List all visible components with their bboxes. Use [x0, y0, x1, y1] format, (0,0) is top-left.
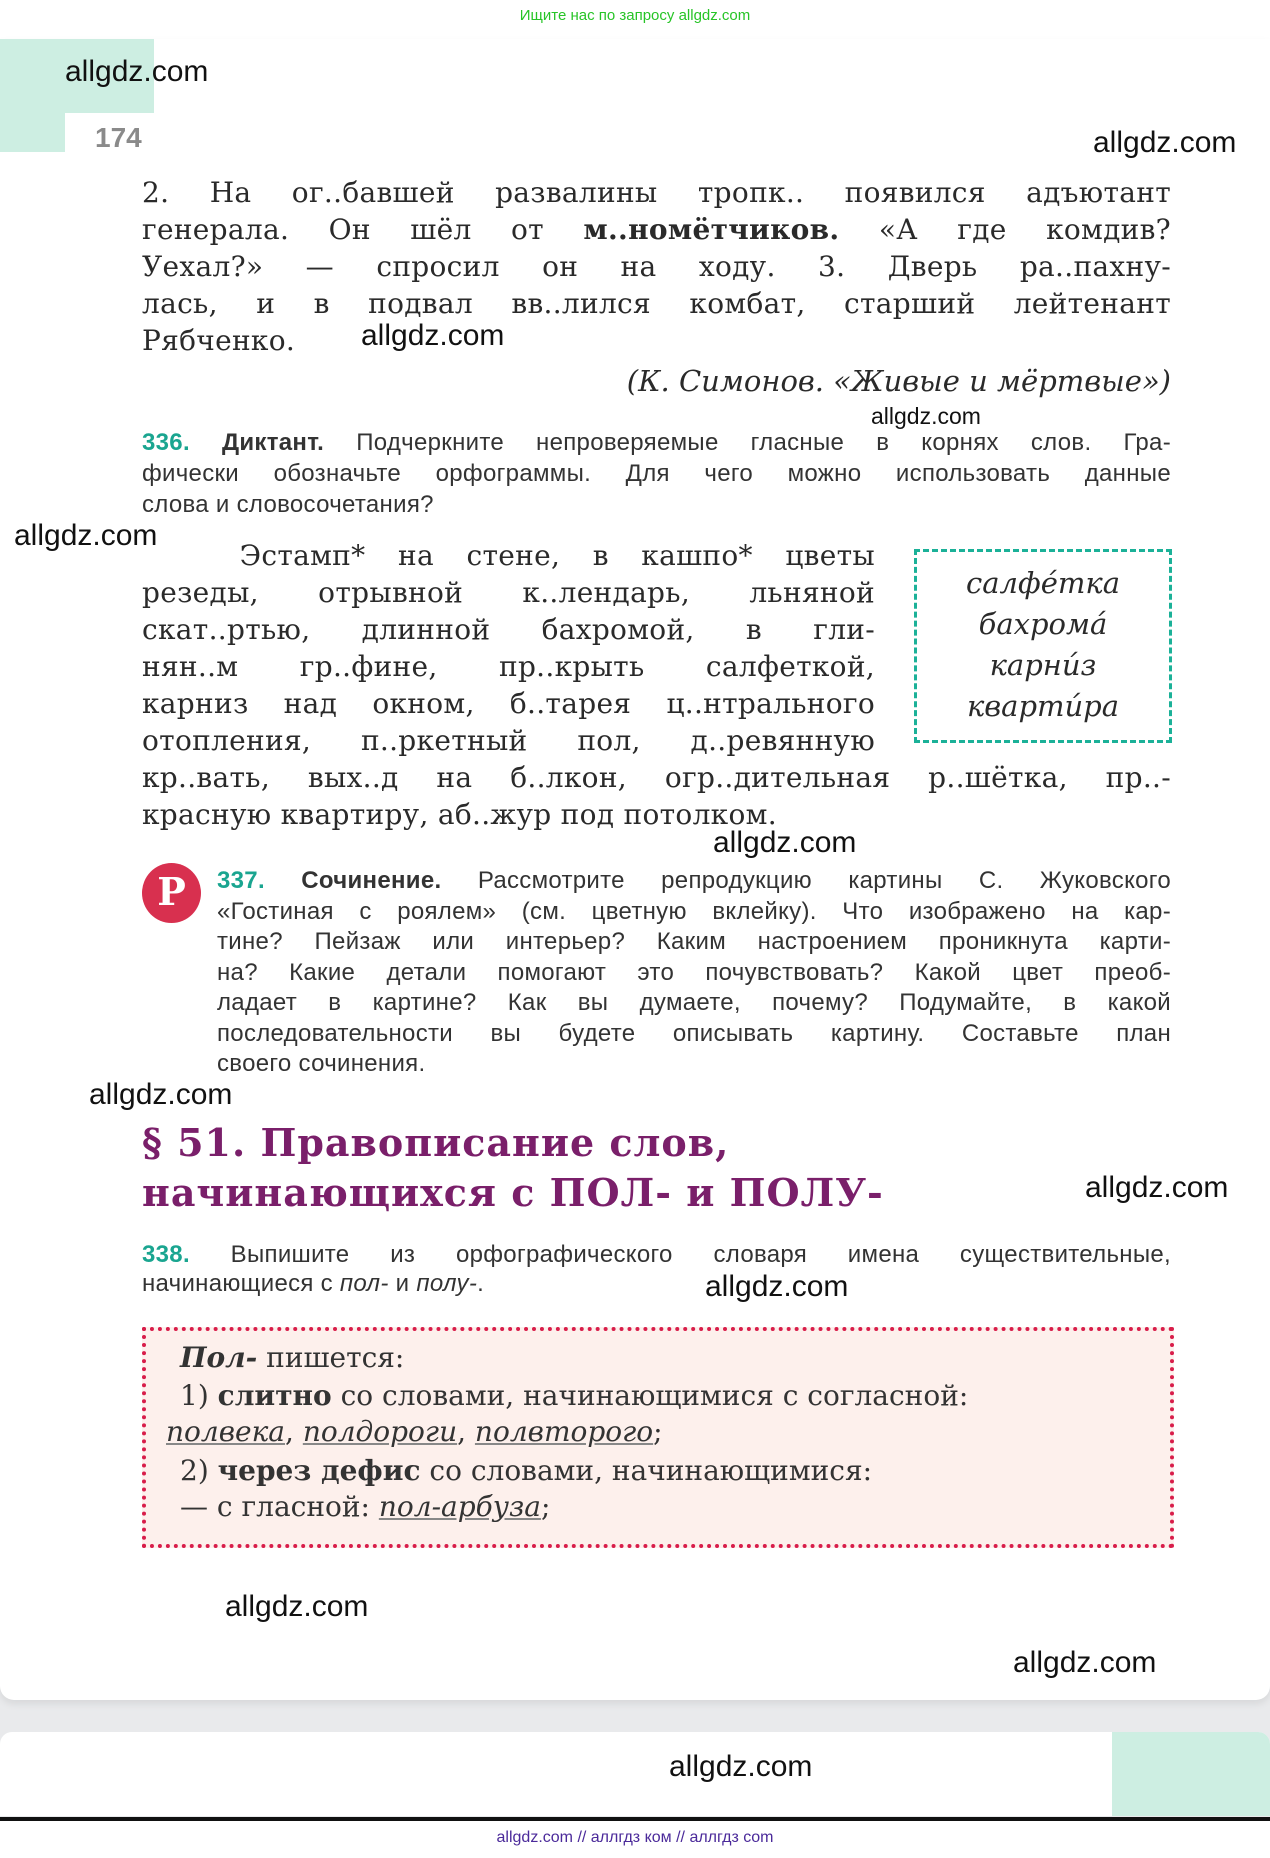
exercise-number: 336. — [142, 429, 190, 456]
text-segment: слова и словосочетания? — [142, 491, 434, 518]
text-segment: , — [285, 1415, 303, 1448]
text-segment: полдороги — [302, 1415, 458, 1448]
text-segment: карниз над окном, б..тарея ц..нтрального — [142, 687, 875, 720]
text-segment: Подчеркните непроверяемые гласные в корнях слов. Гра- — [324, 429, 1171, 456]
text-segment: красную квартиру, аб..жур под потолком. — [142, 798, 777, 831]
watermark: allgdz.com — [361, 319, 505, 352]
text-line — [142, 285, 1171, 322]
text-line — [142, 685, 875, 722]
vocab-word: бахрома́ — [978, 607, 1108, 641]
section-heading: начинающихся с ПОЛ- и ПОЛУ- — [142, 1170, 884, 1215]
text-line — [142, 611, 875, 648]
watermark: allgdz.com — [1013, 1646, 1157, 1679]
text-segment: Рябченко. — [142, 324, 296, 357]
text-line — [142, 490, 1171, 520]
text-segment: . — [477, 1270, 485, 1297]
text-line — [142, 574, 875, 611]
vocabulary-box — [914, 549, 1172, 743]
text-segment: полвека — [166, 1415, 285, 1448]
text-segment: последовательности вы будете описывать картину. Составьте план — [217, 1019, 1171, 1047]
text-line — [142, 322, 1171, 359]
text-segment: м..номётчиков. — [583, 213, 840, 246]
text-line — [180, 1454, 872, 1487]
text-segment: кр..вать, вых..д на б..лкон, огр..дительная р..шётка, пр..- — [142, 761, 1171, 794]
text-segment: , — [457, 1415, 475, 1448]
text-line — [217, 1049, 1171, 1079]
text-line — [142, 1269, 1171, 1299]
text-segment: ладает в картине? Как вы думаете, почему? Подумайте, в какой — [217, 989, 1171, 1016]
text-segment: лась, и в подвал вв..лился комбат, старший лейтенант — [142, 287, 1171, 320]
text-segment: через дефис — [217, 1454, 421, 1487]
text-segment: Эстамп* на стене, в кашпо* цветы — [142, 539, 875, 572]
text-segment: скат..ртью, длинной бахромой, в гли- — [142, 613, 875, 646]
text-line — [180, 1490, 550, 1523]
text-segment: ; — [653, 1415, 663, 1448]
watermark: allgdz.com — [1085, 1171, 1229, 1204]
text-segment: Выпишите из орфографического словаря имена существительные, — [189, 1241, 1171, 1268]
footer-links[interactable]: allgdz.com // аллгдз ком // аллгдз com — [0, 1821, 1270, 1858]
text-line — [217, 927, 1171, 957]
text-line — [142, 722, 875, 759]
text-segment: нян..м гр..фине, пр..крыть салфеткой, — [142, 650, 875, 683]
text-line — [142, 174, 1171, 211]
citation: (К. Симонов. «Живые и мёртвые») — [626, 364, 1171, 398]
text-segment: начинающиеся с — [142, 1270, 340, 1297]
text-segment: 2) — [180, 1454, 218, 1487]
speech-development-badge: Р — [142, 863, 201, 923]
exercise-number: 337. — [217, 867, 265, 894]
text-segment: резеды, отрывной к..лендарь, льняной — [142, 576, 875, 609]
text-segment: Пол- — [180, 1341, 258, 1374]
text-line — [180, 1379, 968, 1412]
text-segment: генерала. Он шёл от — [142, 213, 584, 246]
vocab-word: карни́з — [989, 648, 1097, 682]
text-line — [180, 1341, 404, 1374]
top-banner: Ищите нас по запросу allgdz.com — [0, 0, 1270, 39]
text-segment: полу- — [416, 1270, 478, 1297]
page-corner-decoration — [0, 113, 65, 152]
text-segment: на? Какие детали помогают это почувствовать? Какой цвет преоб- — [217, 958, 1171, 986]
watermark: allgdz.com — [89, 1078, 233, 1111]
text-segment: «А где комдив? — [839, 213, 1171, 246]
text-segment: со словами, начинающимися с согласной: — [331, 1379, 969, 1412]
text-segment: пол- — [339, 1270, 389, 1297]
watermark: allgdz.com — [713, 826, 857, 859]
text-line — [142, 428, 1171, 458]
rule-box — [142, 1327, 1174, 1548]
vocab-word: салфе́тка — [966, 566, 1120, 600]
text-line — [142, 211, 1171, 248]
text-segment: 2. На ог..бавшей развалины тропк.. появился адъютант — [142, 176, 1171, 209]
watermark: allgdz.com — [705, 1270, 849, 1303]
text-segment: ; — [540, 1490, 551, 1523]
text-line — [217, 988, 1171, 1018]
watermark: allgdz.com — [225, 1590, 369, 1623]
text-segment: 1) — [180, 1379, 218, 1412]
text-segment: полвторого — [474, 1415, 654, 1448]
text-line — [142, 1240, 1171, 1270]
text-line — [166, 1415, 663, 1448]
text-segment: и — [388, 1270, 417, 1297]
text-segment: Рассмотрите репродукцию картины С. Жуковского — [441, 867, 1171, 894]
text-line — [217, 1019, 1171, 1049]
watermark: allgdz.com — [871, 403, 981, 429]
text-segment: отопления, п..ркетный пол, д..ревянную — [142, 724, 875, 757]
text-segment: Сочинение. — [264, 867, 442, 894]
text-segment: тине? Пейзаж или интерьер? Каким настроением проникнута карти- — [217, 928, 1171, 955]
text-segment: со словами, начинающимися: — [420, 1454, 873, 1487]
text-segment: своего сочинения. — [217, 1050, 426, 1077]
page-corner-decoration — [1112, 1732, 1270, 1816]
text-segment: фически обозначьте орфограммы. Для чего можно использовать данные — [142, 460, 1171, 487]
text-line — [142, 759, 1171, 796]
text-segment: «Гостиная с роялем» (см. цветную вклейку). Что изображено на кар- — [217, 897, 1171, 925]
text-line — [142, 459, 1171, 489]
watermark: allgdz.com — [14, 519, 158, 552]
text-segment: Диктант. — [189, 429, 325, 456]
page-number: 174 — [95, 122, 142, 153]
text-line — [217, 866, 1171, 896]
text-segment: слитно — [217, 1379, 332, 1412]
text-line — [142, 648, 875, 685]
watermark: allgdz.com — [1093, 126, 1237, 159]
text-line — [142, 537, 875, 574]
text-segment: пишется: — [257, 1341, 405, 1374]
text-line — [142, 796, 1171, 833]
watermark: allgdz.com — [669, 1750, 813, 1783]
text-segment: Уехал?» — спросил он на ходу. 3. Дверь ра..пахну- — [142, 250, 1171, 283]
text-line — [217, 958, 1171, 988]
text-line — [142, 248, 1171, 285]
text-segment: — с гласной: — [180, 1490, 379, 1523]
text-line — [217, 897, 1171, 927]
exercise-number: 338. — [142, 1241, 190, 1268]
text-segment: пол-арбуза — [378, 1490, 541, 1523]
vocab-word: кварти́ра — [966, 689, 1120, 723]
section-heading: § 51. Правописание слов, — [142, 1120, 730, 1165]
watermark: allgdz.com — [65, 55, 209, 88]
next-page-card — [0, 1732, 1270, 1816]
